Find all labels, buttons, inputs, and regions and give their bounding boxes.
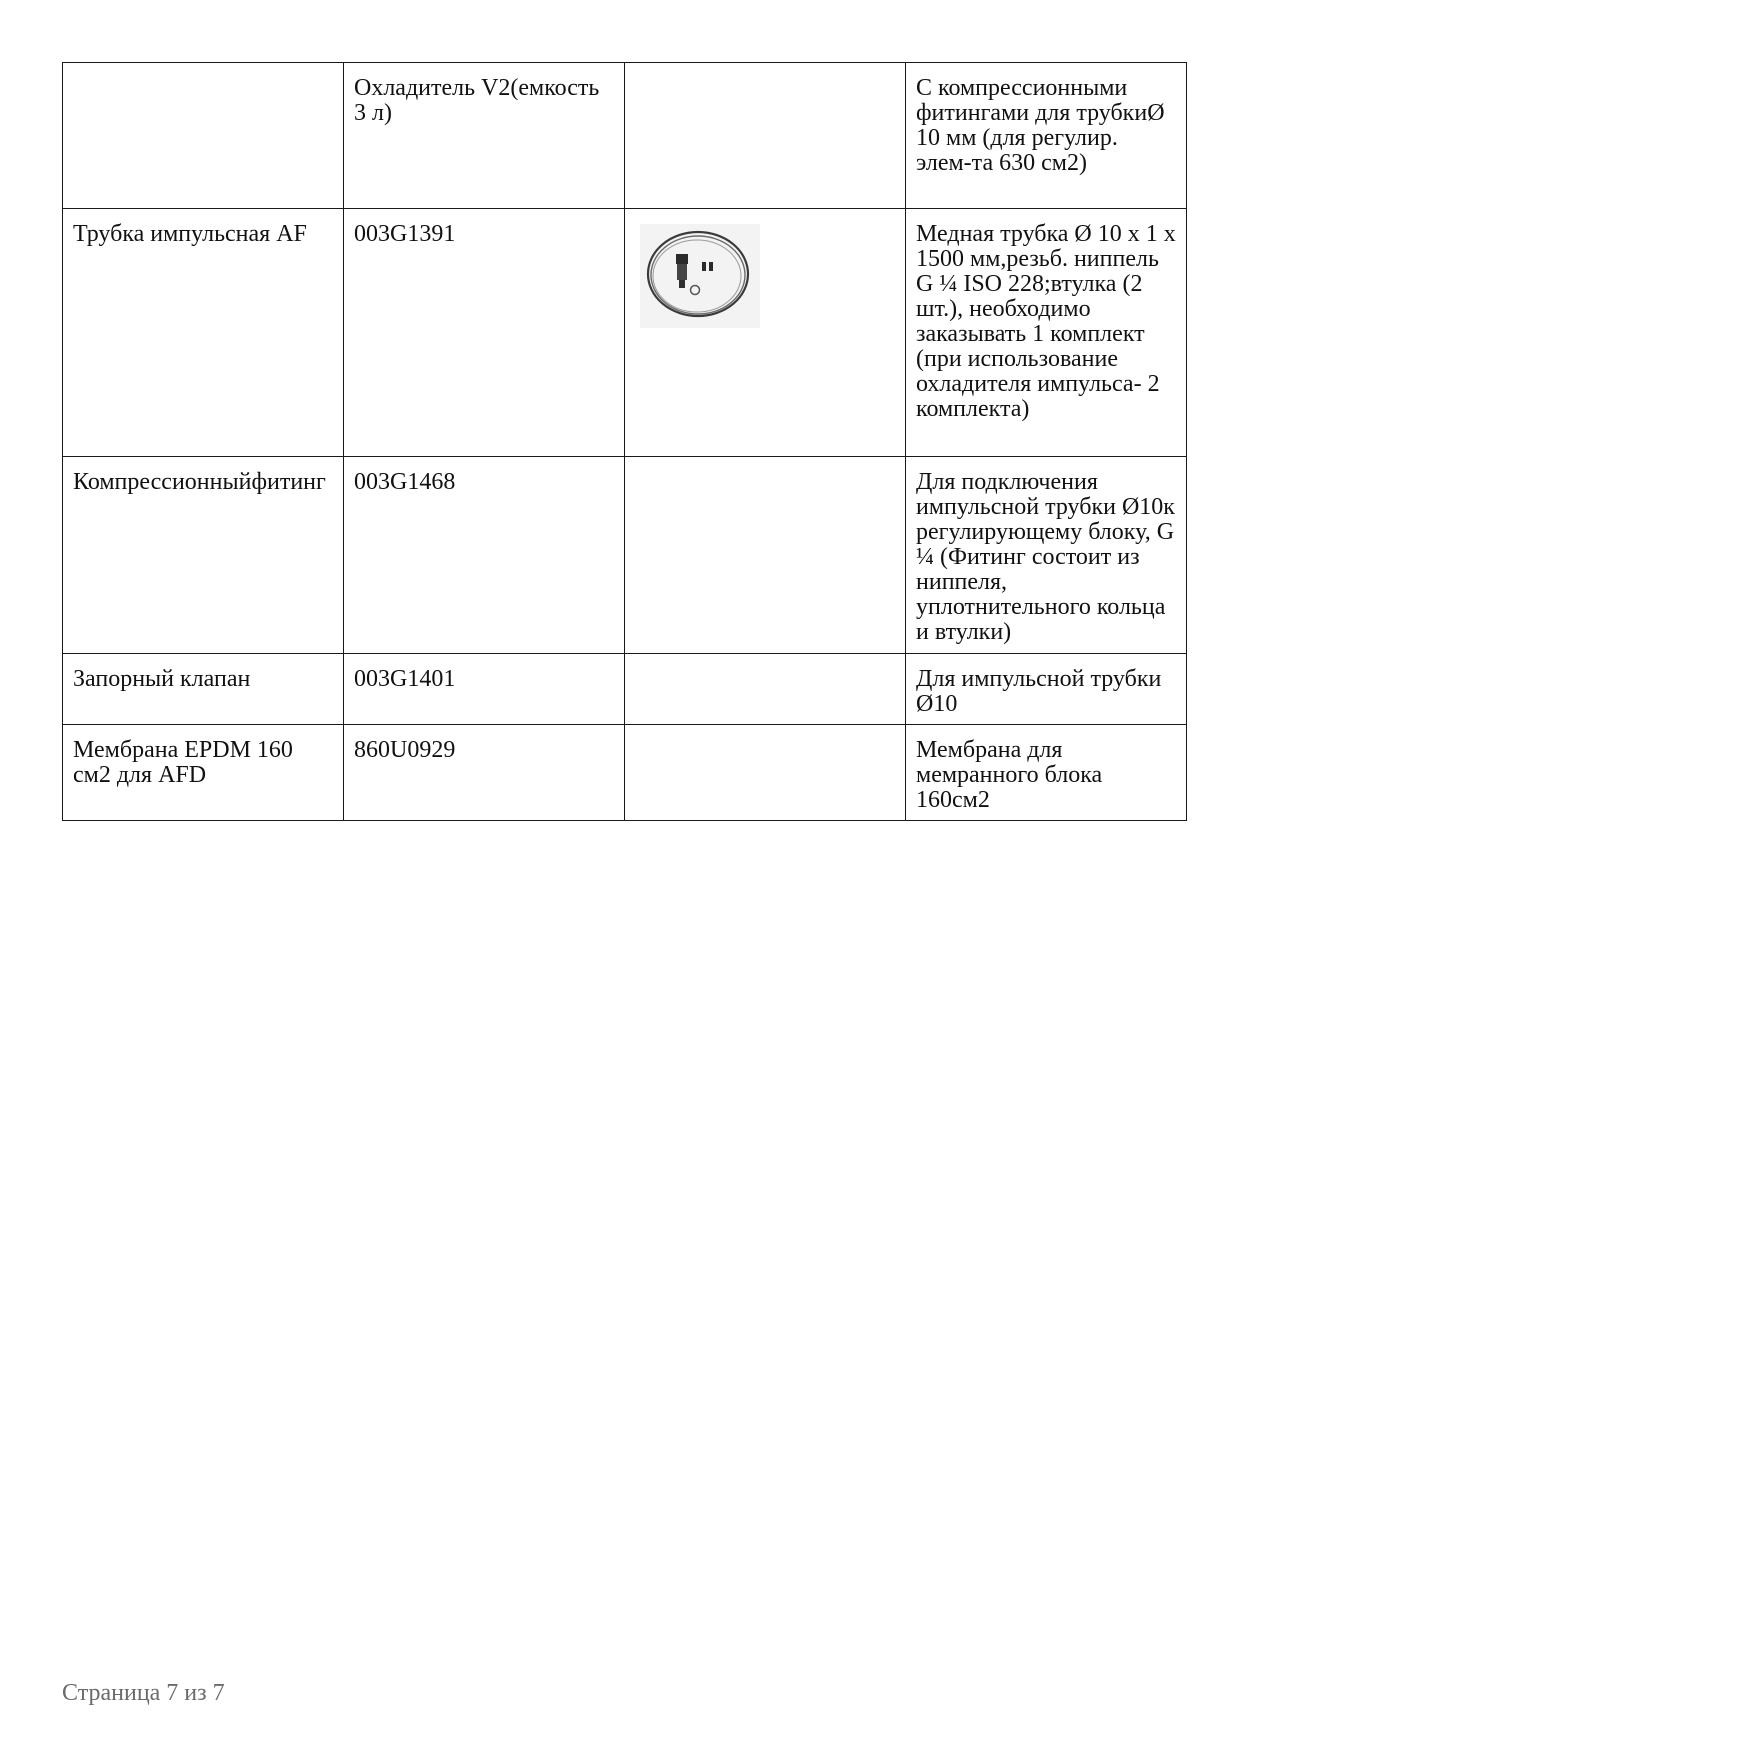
cell-description: Медная трубка Ø 10 х 1 х 1500 мм,резьб. ниппель G ¼ ISO 228;втулка (2 шт.), необходимо заказывать 1 комплект (при использование охладителя импульса- 2 комплекта) [906,209,1187,457]
cell-code: Охладитель V2(емкость 3 л) [344,63,625,209]
parts-table [62,62,1187,821]
table-row [63,457,1187,654]
cell-code: 003G1401 [344,654,625,725]
table-row [63,654,1187,725]
cell-image [625,654,906,725]
table-row [63,209,1187,457]
cell-code: 003G1391 [344,209,625,457]
cell-description: Мембрана для мемранного блока 160см2 [906,725,1187,821]
cell-name: Трубка импульсная AF [63,209,344,457]
cell-image [625,209,906,457]
impulse-tube-kit-photo [640,224,760,328]
cell-image [625,725,906,821]
cell-description: С компрессионными фитингами для трубкиØ 10 мм (для регулир. элем-та 630 см2) [906,63,1187,209]
table-row [63,725,1187,821]
cell-name: Запорный клапан [63,654,344,725]
page-number: Страница 7 из 7 [62,1680,225,1706]
cell-name: Мембрана EPDM 160 см2 для AFD [63,725,344,821]
cell-image [625,63,906,209]
cell-description: Для подключения импульсной трубки Ø10к регулирующему блоку, G ¼ (Фитинг состоит из ниппеля, уплотнительного кольца и втулки) [906,457,1187,654]
cell-name: Компрессионныйфитинг [63,457,344,654]
cell-code: 003G1468 [344,457,625,654]
cell-code: 860U0929 [344,725,625,821]
table-row [63,63,1187,209]
cell-description: Для импульсной трубки Ø10 [906,654,1187,725]
cell-name [63,63,344,209]
cell-image [625,457,906,654]
